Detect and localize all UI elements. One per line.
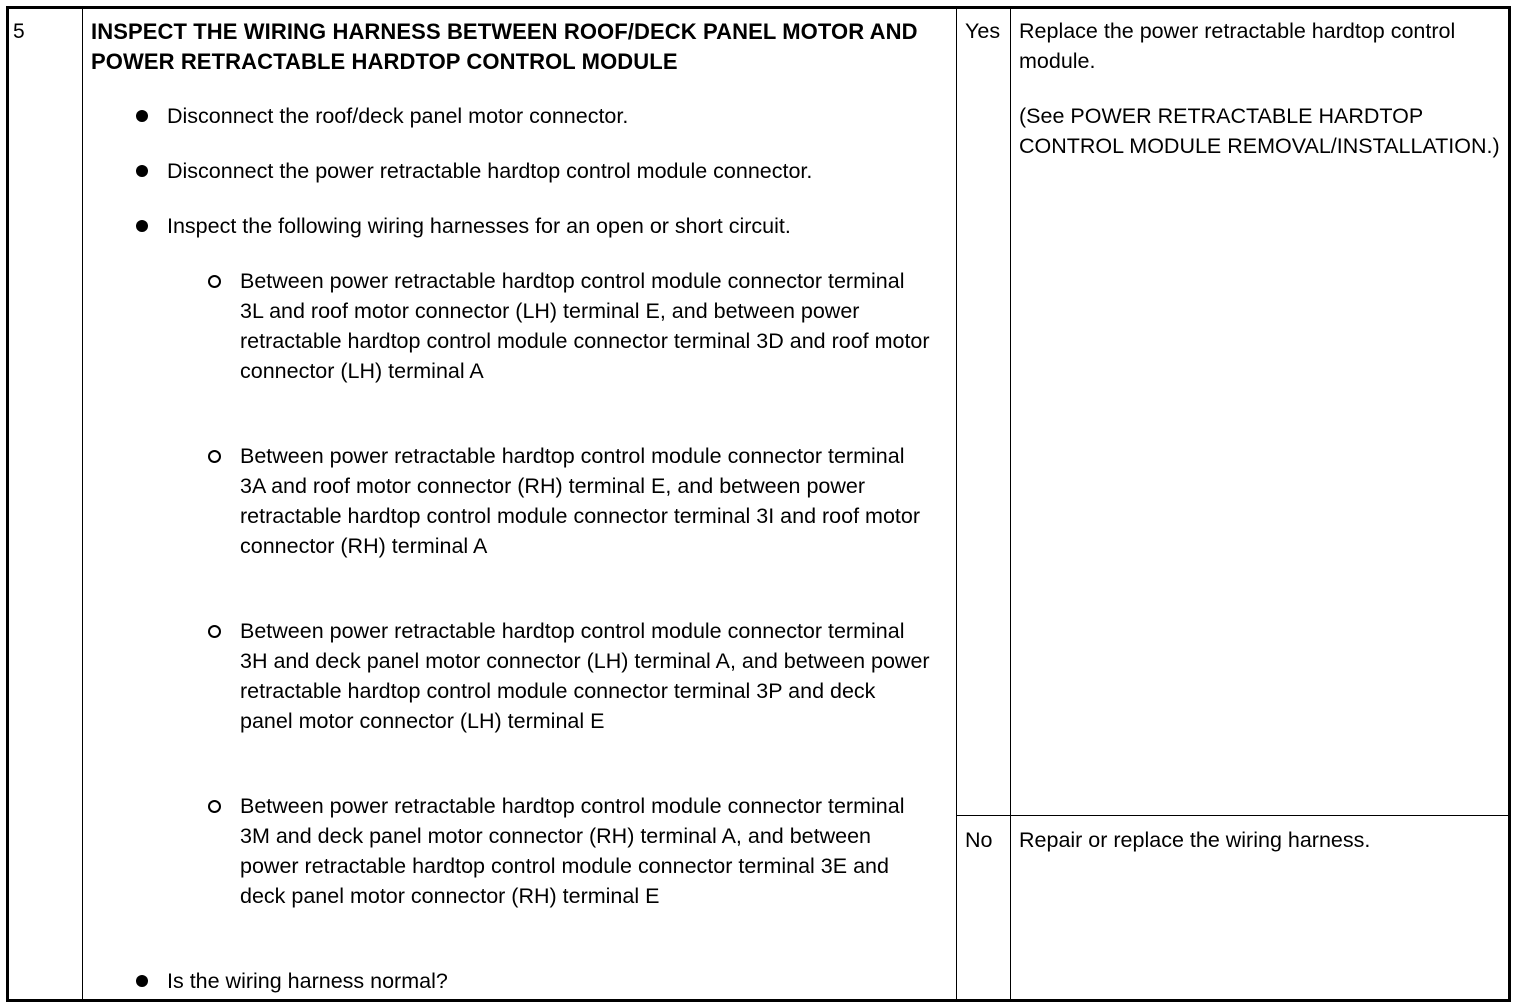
column-divider-inspection [956,9,957,999]
bullet-icon [136,110,148,122]
column-divider-label [1010,9,1011,999]
harness-check-roof-rh: Between power retractable hardtop control module connector terminal 3A and roof motor connector (RH) terminal E, and between power retractable hardtop control module connector terminal 3I and roof motor connector (RH) terminal A [240,444,921,558]
inspection-question: Is the wiring harness normal? [167,969,448,993]
instruction-disconnect-module: Disconnect the power retractable hardtop control module connector. [167,159,813,183]
diagnostic-step-table [6,6,1511,1002]
no-label: No [965,828,993,852]
harness-check-deck-rh: Between power retractable hardtop control module connector terminal 3M and deck panel motor connector (RH) terminal A, and between power retractable hardtop control module connector terminal 3E and deck panel motor connector (RH) terminal E [240,794,905,908]
yes-reference: (See POWER RETRACTABLE HARDTOP CONTROL MODULE REMOVAL/INSTALLATION.) [1019,104,1500,158]
step-number: 5 [13,20,25,43]
harness-check-roof-lh: Between power retractable hardtop control module connector terminal 3L and roof motor connector (LH) terminal E, and between power retractable hardtop control module connector terminal 3D and roof motor connector (LH) terminal A [240,269,930,383]
no-action: Repair or replace the wiring harness. [1019,828,1371,852]
sub-bullet-icon [208,800,221,813]
sub-bullet-icon [208,625,221,638]
yes-action: Replace the power retractable hardtop control module. [1019,19,1456,73]
column-divider-step [82,9,83,999]
step-title: INSPECT THE WIRING HARNESS BETWEEN ROOF/DECK PANEL MOTOR AND POWER RETRACTABLE HARDTOP CONTROL MODULE [91,19,918,74]
bullet-icon [136,975,148,987]
instruction-inspect-harnesses: Inspect the following wiring harnesses for an open or short circuit. [167,214,791,238]
row-divider-yes-no [956,815,1508,816]
harness-check-deck-lh: Between power retractable hardtop control module connector terminal 3H and deck panel motor connector (LH) terminal A, and between power retractable hardtop control module connector terminal 3P and deck panel motor connector (LH) terminal E [240,619,930,733]
bullet-icon [136,165,148,177]
instruction-disconnect-motor: Disconnect the roof/deck panel motor connector. [167,104,629,128]
sub-bullet-icon [208,275,221,288]
sub-bullet-icon [208,450,221,463]
yes-label: Yes [965,19,1001,43]
bullet-icon [136,220,148,232]
